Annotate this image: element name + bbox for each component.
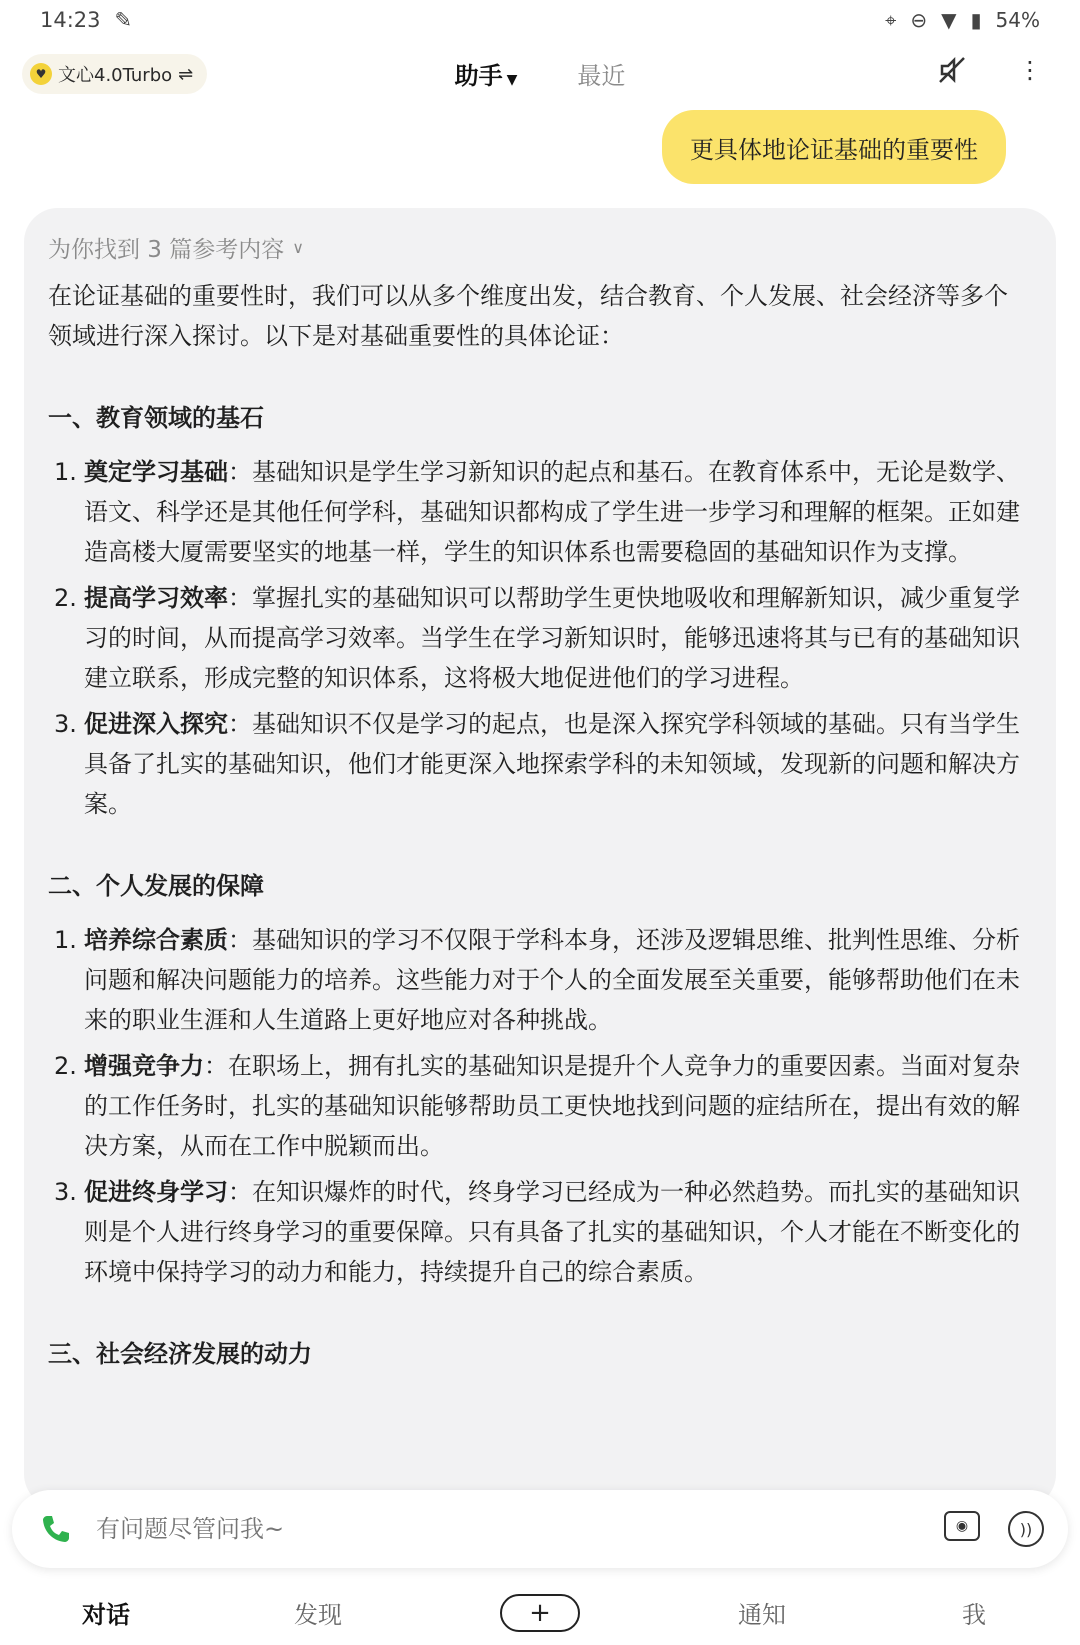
nav-discover[interactable]: 发现: [294, 1601, 342, 1629]
item-term: 增强竞争力: [84, 1052, 204, 1080]
list-item: [48, 1172, 1026, 1292]
item-term: 奠定学习基础: [84, 458, 228, 486]
tab-assistant-label: 助手: [454, 62, 503, 90]
item-number: 2.: [54, 1052, 77, 1080]
more-options-icon[interactable]: ⋮: [1018, 56, 1042, 84]
chat-input[interactable]: [96, 1515, 944, 1543]
voice-off-icon[interactable]: [936, 54, 968, 86]
swap-icon: ⇌: [178, 63, 194, 85]
item-term: 提高学习效率: [84, 584, 228, 612]
item-number: 1.: [54, 926, 77, 954]
item-number: 1.: [54, 458, 77, 486]
item-term: 培养综合素质: [84, 926, 228, 954]
list-item: [48, 704, 1026, 824]
notification-icon: ✎: [114, 8, 133, 32]
section-title: 二、个人发展的保障: [48, 872, 264, 900]
tab-assistant[interactable]: [451, 50, 522, 97]
phone-icon[interactable]: [36, 1509, 76, 1549]
app-bar-actions: [936, 54, 1046, 86]
item-term: 促进深入探究: [84, 710, 228, 738]
item-text: ：基础知识不仅是学习的起点，也是深入探究学科领域的基础。只有当学生具备了扎实的基础知识，他们才能更深入地探索学科的未知领域，发现新的问题和解决方案。: [84, 710, 1020, 818]
status-right: [885, 8, 1040, 32]
dnd-icon: ⊖: [910, 8, 928, 32]
list-item: [48, 578, 1026, 698]
section-list: [48, 452, 1026, 824]
item-number: 3.: [54, 710, 77, 738]
item-text: ：在知识爆炸的时代，终身学习已经成为一种必然趋势。而扎实的基础知识则是个人进行终身学习的重要保障。只有具备了扎实的基础知识，个人才能在不断变化的环境中保持学习的动力和能力，持续提升自己的综合素质。: [84, 1178, 1020, 1286]
status-bar: [0, 0, 1080, 40]
app-bar: [0, 40, 1080, 120]
item-number: 2.: [54, 584, 77, 612]
new-chat-button[interactable]: +: [500, 1594, 580, 1632]
section-title: 一、教育领域的基石: [48, 404, 264, 432]
voice-input-icon[interactable]: )): [1008, 1511, 1044, 1547]
user-message-bubble: [662, 110, 1006, 184]
references-label: 为你找到 3 篇参考内容: [48, 236, 285, 263]
nav-me[interactable]: 我: [962, 1601, 986, 1629]
section-title: 三、社会经济发展的动力: [48, 1340, 312, 1368]
section-list: [48, 920, 1026, 1292]
model-logo-icon: ♥: [30, 63, 52, 85]
bottom-nav: [0, 1580, 1080, 1645]
list-item: [48, 920, 1026, 1040]
chevron-down-icon: ∨: [292, 237, 304, 257]
user-message-text: 更具体地论证基础的重要性: [690, 135, 978, 164]
answer-card: [24, 208, 1056, 1508]
nav-notifications[interactable]: 通知: [738, 1601, 786, 1629]
item-text: ：掌握扎实的基础知识可以帮助学生更快地吸收和理解新知识，减少重复学习的时间，从而提高学习效率。当学生在学习新知识时，能够迅速将其与已有的基础知识建立联系，形成完整的知识体系，这将极大地促进他们的学习进程。: [84, 584, 1020, 692]
status-left: [40, 8, 132, 32]
input-actions: [944, 1511, 1044, 1547]
item-text: ：基础知识是学生学习新知识的起点和基石。在教育体系中，无论是数学、语文、科学还是其他任何学科，基础知识都构成了学生进一步学习和理解的框架。正如建造高楼大厦需要坚实的地基一样，学生的知识体系也需要稳固的基础知识作为支撑。: [84, 458, 1020, 566]
item-text: ：在职场上，拥有扎实的基础知识是提升个人竞争力的重要因素。当面对复杂的工作任务时，扎实的基础知识能够帮助员工更快地找到问题的症结所在，提出有效的解决方案，从而在工作中脱颖而出。: [84, 1052, 1020, 1160]
status-time: 14:23: [40, 8, 101, 32]
tab-recent[interactable]: [573, 50, 629, 97]
battery-icon: ▮: [970, 8, 982, 32]
item-text: ：基础知识的学习不仅限于学科本身，还涉及逻辑思维、批判性思维、分析问题和解决问题能力的培养。这些能力对于个人的全面发展至关重要，能够帮助他们在未来的职业生涯和人生道路上更好地应对各种挑战。: [84, 926, 1020, 1034]
location-icon: ⌖: [885, 8, 897, 32]
top-tabs: [0, 50, 1080, 97]
list-item: [48, 452, 1026, 572]
item-term: 促进终身学习: [84, 1178, 228, 1206]
nav-chat[interactable]: 对话: [82, 1601, 130, 1629]
references-toggle[interactable]: [48, 226, 1026, 268]
chevron-down-icon: ▼: [506, 72, 518, 88]
model-label: 文心4.0Turbo: [58, 65, 173, 86]
wifi-icon: ▼: [941, 8, 957, 32]
item-number: 3.: [54, 1178, 77, 1206]
camera-icon[interactable]: ◉: [944, 1511, 980, 1541]
chat-input-bar: [12, 1490, 1068, 1568]
battery-percent: 54%: [995, 8, 1040, 32]
tab-recent-label: 最近: [577, 62, 626, 90]
answer-intro: 在论证基础的重要性时，我们可以从多个维度出发，结合教育、个人发展、社会经济等多个领域进行深入探讨。以下是对基础重要性的具体论证：: [48, 282, 1008, 350]
list-item: [48, 1046, 1026, 1166]
